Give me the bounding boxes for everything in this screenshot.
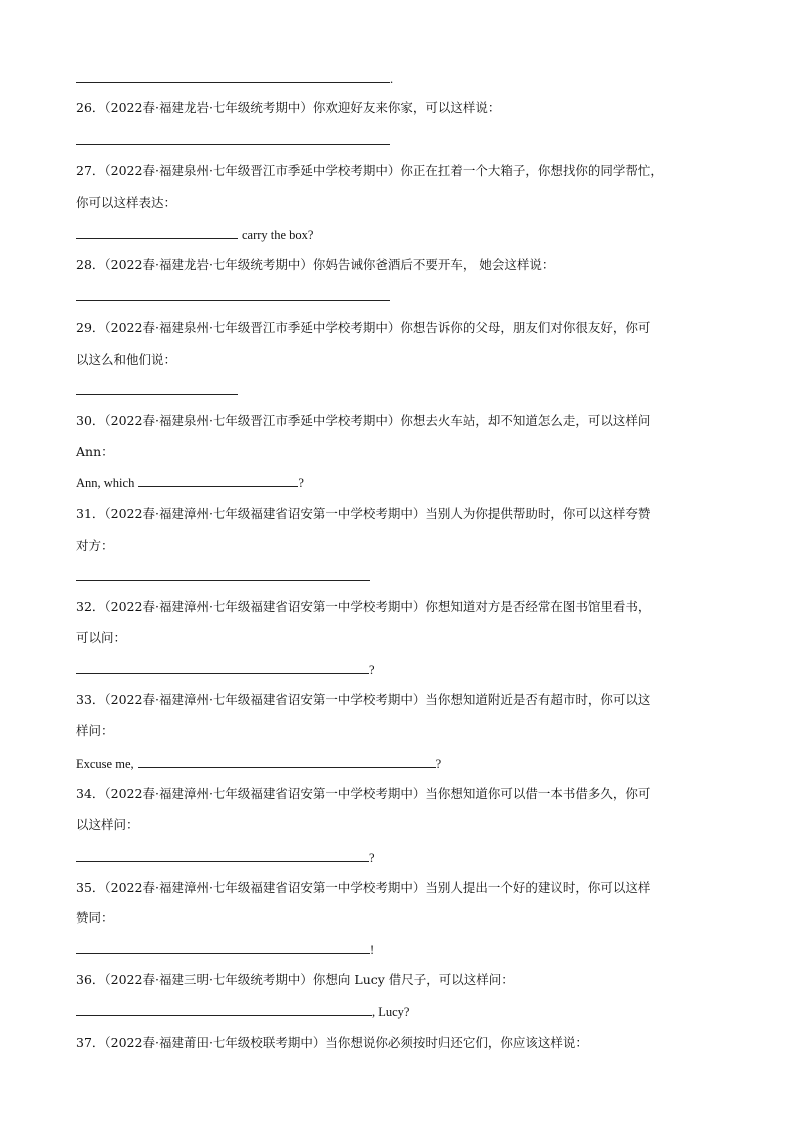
answer-tail: , Lucy? bbox=[372, 1005, 410, 1019]
answer-blank[interactable] bbox=[76, 288, 390, 301]
answer-line-25[interactable] bbox=[76, 70, 393, 87]
answer-blank[interactable] bbox=[76, 1003, 372, 1016]
question-35-line2: 赞同： bbox=[76, 910, 114, 925]
answer-blank[interactable] bbox=[76, 70, 390, 83]
answer-line-29[interactable] bbox=[76, 382, 238, 399]
answer-blank[interactable] bbox=[138, 755, 436, 768]
question-28: 28．（2022春·福建龙岩·七年级统考期中）你妈告诫你爸酒后不要开车， 她会这样说： bbox=[76, 257, 555, 272]
answer-blank[interactable] bbox=[76, 661, 369, 674]
answer-line-33[interactable] bbox=[76, 755, 441, 772]
question-32-line1: 32．（2022春·福建漳州·七年级福建省诏安第一中学校考期中）你想知道对方是否经常在图书馆里看书， bbox=[76, 599, 651, 614]
answer-line-31[interactable] bbox=[76, 568, 370, 585]
question-34-line1: 34．（2022春·福建漳州·七年级福建省诏安第一中学校考期中）当你想知道你可以借一本书借多久，你可 bbox=[76, 786, 651, 801]
question-29-line1: 29．（2022春·福建泉州·七年级晋江市季延中学校考期中）你想告诉你的父母，朋友们对你很友好，你可 bbox=[76, 320, 651, 335]
answer-line-35[interactable] bbox=[76, 941, 374, 958]
question-37: 37．（2022春·福建莆田·七年级校联考期中）当你想说你必须按时归还它们，你应该这样说： bbox=[76, 1035, 588, 1050]
question-30-line1: 30．（2022春·福建泉州·七年级晋江市季延中学校考期中）你想去火车站，却不知道怎么走，可以这样问 bbox=[76, 413, 651, 428]
answer-tail: ? bbox=[435, 757, 442, 771]
question-33-line2: 样问： bbox=[76, 723, 114, 738]
answer-blank[interactable] bbox=[138, 474, 298, 487]
question-26: 26．（2022春·福建龙岩·七年级统考期中）你欢迎好友来你家，可以这样说： bbox=[76, 100, 501, 115]
question-30-line2: Ann： bbox=[76, 444, 114, 459]
answer-line-26[interactable] bbox=[76, 132, 390, 149]
answer-prefix: Excuse me, bbox=[76, 757, 134, 771]
answer-blank[interactable] bbox=[76, 132, 390, 145]
answer-tail: . bbox=[390, 72, 394, 86]
answer-line-32[interactable] bbox=[76, 661, 375, 678]
answer-tail: carry the box? bbox=[241, 228, 314, 242]
answer-line-30[interactable] bbox=[76, 474, 304, 491]
question-31-line2: 对方： bbox=[76, 538, 114, 553]
answer-blank[interactable] bbox=[76, 849, 369, 862]
question-36: 36．（2022春·福建三明·七年级统考期中）你想向 Lucy 借尺子，可以这样问： bbox=[76, 972, 514, 987]
answer-tail: ? bbox=[298, 476, 304, 490]
question-27-line1: 27．（2022春·福建泉州·七年级晋江市季延中学校考期中）你正在扛着一个大箱子，你想找你的同学帮忙， bbox=[76, 163, 663, 178]
answer-tail: ! bbox=[370, 943, 375, 957]
question-35-line1: 35．（2022春·福建漳州·七年级福建省诏安第一中学校考期中）当别人提出一个好的建议时，你可以这样 bbox=[76, 880, 651, 895]
question-27-line2: 你可以这样表达： bbox=[76, 195, 177, 210]
answer-blank[interactable] bbox=[76, 226, 238, 239]
answer-blank[interactable] bbox=[76, 568, 370, 581]
answer-tail: ? bbox=[369, 851, 375, 865]
question-32-line2: 可以问： bbox=[76, 630, 127, 645]
answer-line-36[interactable] bbox=[76, 1003, 409, 1020]
answer-blank[interactable] bbox=[76, 941, 370, 954]
answer-line-27[interactable] bbox=[76, 226, 313, 243]
answer-blank[interactable] bbox=[76, 382, 238, 395]
answer-line-34[interactable] bbox=[76, 849, 375, 866]
answer-line-28[interactable] bbox=[76, 288, 390, 305]
question-29-line2: 以这么和他们说： bbox=[76, 352, 177, 367]
question-34-line2: 以这样问： bbox=[76, 817, 139, 832]
answer-prefix: Ann, which bbox=[76, 476, 135, 490]
answer-tail: ? bbox=[369, 663, 375, 677]
question-31-line1: 31．（2022春·福建漳州·七年级福建省诏安第一中学校考期中）当别人为你提供帮助时，你可以这样夸赞 bbox=[76, 506, 651, 521]
question-33-line1: 33．（2022春·福建漳州·七年级福建省诏安第一中学校考期中）当你想知道附近是否有超市时，你可以这 bbox=[76, 692, 651, 707]
